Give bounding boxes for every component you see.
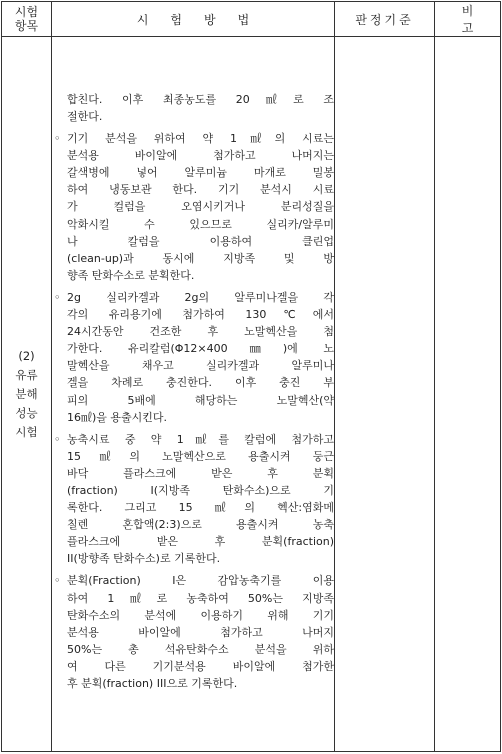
method-line: 분획(Fraction) I은 감압농축기를 이용 xyxy=(67,574,334,588)
method-line: 플라스크에 받은 후 분획(fraction) xyxy=(67,535,334,549)
method-line: 바닥 플라스크에 받은 후 분획 xyxy=(67,466,334,480)
method-line: 겔을 차례로 충진한다. 이후 충진 부 xyxy=(67,376,334,390)
method-line: 분석용 바이알에 첨가하고 나머지는 xyxy=(67,149,334,163)
test-item-cell xyxy=(2,37,52,752)
remarks-cell xyxy=(435,37,501,752)
method-line: (fraction) I(지방족 탄화수소)으로 기 xyxy=(67,483,334,497)
method-line: 절한다. xyxy=(67,110,103,123)
method-line: 칠렌 혼합액(2:3)으로 용출시켜 농축 xyxy=(67,518,334,532)
method-line: 하여 냉동보관 한다. 기기 분석시 시료 xyxy=(67,183,334,197)
header-item-label: 시험 항목 xyxy=(14,5,39,33)
body-row xyxy=(2,37,501,752)
method-line: 갈색병에 넣어 알루미늄 마개로 밀봉 xyxy=(67,166,334,180)
bullet-mark: ◦ xyxy=(54,132,61,146)
method-line: 2g 실리카겔과 2g의 알루미나겔을 각 xyxy=(67,290,334,304)
method-line: 후 분획(fraction) III으로 기록한다. xyxy=(67,677,238,690)
method-line: 하여 1㎖로 농축하여 50%는 지방족 xyxy=(67,591,334,605)
method-line: 16㎖)을 용출시킨다. xyxy=(67,410,168,424)
method-bullets xyxy=(52,130,334,692)
method-line: 악화시킬 수 있으므로 실리카/알루미 xyxy=(67,217,334,231)
header-method: 시험방법 xyxy=(52,2,335,37)
method-bullet-paragraph xyxy=(52,289,334,426)
header-item xyxy=(2,2,52,37)
method-line: 나 칼럼을 이용하여 클린업 xyxy=(67,234,334,248)
method-line: II(방향족 탄화수소)로 기록한다. xyxy=(67,552,221,566)
method-line: (clean-up)과 동시에 지방족 및 방 xyxy=(67,251,334,265)
method-line: 합친다. 이후 최종농도를 20㎖로 조 xyxy=(67,92,334,106)
method-line: 향족 탄화수소로 분획한다. xyxy=(67,268,195,282)
method-line: 여 다른 기기분석용 바이알에 첨가한 xyxy=(67,659,334,673)
method-line: 록한다. 그리고 15 ㎖의 헥산:염화메 xyxy=(67,501,334,515)
criteria-cell xyxy=(335,37,435,752)
method-line: 분석용 바이알에 첨가하고 나머지 xyxy=(67,625,334,639)
method-line: 각의 유리용기에 첨가하여 130℃에서 xyxy=(67,308,334,322)
method-line: 피의 5배에 해당하는 노말헥산(약 xyxy=(67,393,334,407)
method-line: 가한다. 유리칼럼(Φ12×400㎜)에 노 xyxy=(67,342,334,356)
method-bullet-paragraph xyxy=(52,130,334,284)
method-line: 말헥산을 채우고 실리카겔과 알루미나 xyxy=(67,359,334,373)
method-bullet-paragraph xyxy=(52,572,334,692)
header-row xyxy=(2,2,501,37)
bullet-mark: ◦ xyxy=(54,574,61,588)
method-line: 가 컬럼을 오염시키거나 분리성질을 xyxy=(67,200,334,214)
test-spec-table xyxy=(1,1,501,752)
method-line: 기기 분석을 위하여 약 1㎖의 시료는 xyxy=(67,132,334,146)
header-criteria: 판정기준 xyxy=(335,2,435,37)
test-method-cell xyxy=(52,37,335,752)
method-line: 15㎖의 노말헥산으로 용출시켜 둥근 xyxy=(67,449,334,463)
bullet-mark: ◦ xyxy=(54,290,61,304)
method-bullet-paragraph xyxy=(52,431,334,568)
bullet-mark: ◦ xyxy=(54,432,61,446)
method-line: 탄화수소의 분석에 이용하기 위해 기기 xyxy=(67,608,334,622)
method-line: 24시간동안 건조한 후 노말헥산을 첨 xyxy=(67,325,334,339)
method-line: 50%는 총 석유탄화수소 분석을 위하 xyxy=(67,642,334,656)
header-remarks: 비고 xyxy=(435,2,501,37)
method-line: 농축시료 중 약 1㎖를 칼럼에 첨가하고 xyxy=(67,432,334,446)
test-item-label: (2) 유류 분해 성능 시험 xyxy=(15,348,38,439)
method-intro xyxy=(52,91,334,125)
